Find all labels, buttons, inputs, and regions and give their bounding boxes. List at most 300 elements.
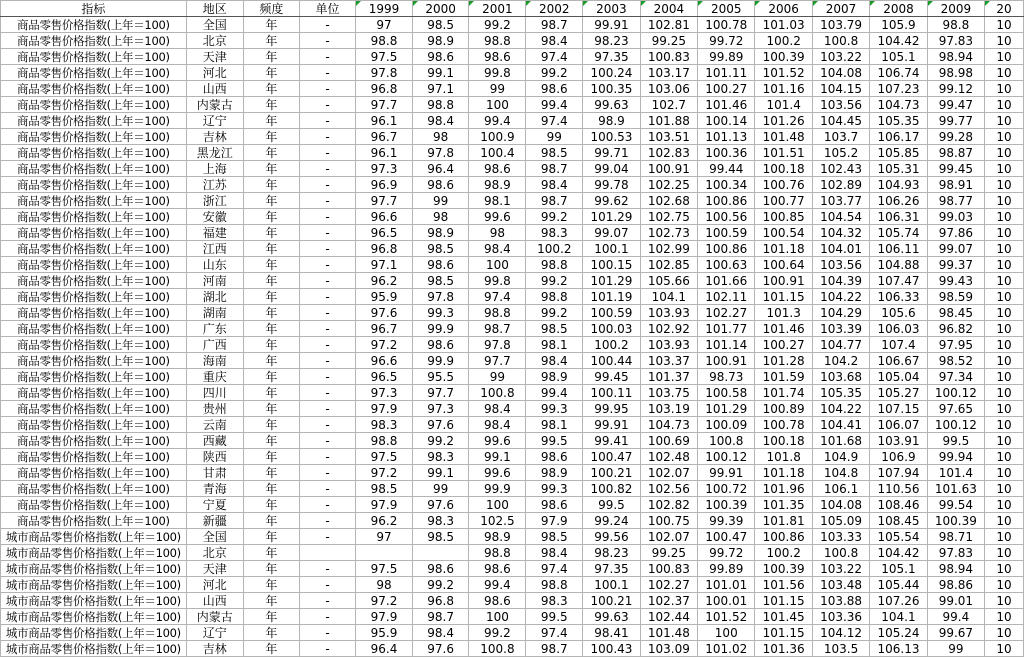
value-cell[interactable]: 107.26	[870, 593, 927, 609]
value-cell[interactable]: 98.3	[356, 417, 413, 433]
value-cell[interactable]: 100.72	[698, 481, 755, 497]
frequency-cell[interactable]: 年	[243, 161, 299, 177]
value-cell[interactable]: 10	[985, 241, 1024, 257]
frequency-cell[interactable]: 年	[243, 625, 299, 641]
value-cell[interactable]: 106.17	[870, 129, 927, 145]
indicator-cell[interactable]: 城市商品零售价格指数(上年＝100)	[1, 561, 187, 577]
value-cell[interactable]: 10	[985, 577, 1024, 593]
value-cell[interactable]: 10	[985, 17, 1024, 33]
indicator-cell[interactable]: 商品零售价格指数(上年＝100)	[1, 225, 187, 241]
value-cell[interactable]: 98.71	[927, 529, 984, 545]
value-cell[interactable]: 98.23	[583, 545, 640, 561]
value-cell[interactable]: 101.37	[640, 369, 697, 385]
region-cell[interactable]: 宁夏	[186, 497, 243, 513]
unit-cell[interactable]: -	[299, 625, 355, 641]
indicator-cell[interactable]: 城市商品零售价格指数(上年＝100)	[1, 641, 187, 657]
value-cell[interactable]: 106.1	[812, 481, 869, 497]
value-cell[interactable]: 99	[526, 129, 583, 145]
value-cell[interactable]: 102.75	[640, 209, 697, 225]
value-cell[interactable]: 99.62	[583, 193, 640, 209]
value-cell[interactable]: 101.51	[755, 145, 812, 161]
value-cell[interactable]: 99.2	[469, 17, 526, 33]
value-cell[interactable]: 100.8	[812, 33, 869, 49]
value-cell[interactable]: 101.63	[927, 481, 984, 497]
value-cell[interactable]: 103.88	[812, 593, 869, 609]
value-cell[interactable]: 100.12	[698, 449, 755, 465]
value-cell[interactable]: 100.8	[698, 433, 755, 449]
frequency-cell[interactable]: 年	[243, 241, 299, 257]
value-cell[interactable]: 99.8	[469, 273, 526, 289]
unit-cell[interactable]: -	[299, 465, 355, 481]
value-cell[interactable]: 97.9	[356, 609, 413, 625]
value-cell[interactable]: 103.48	[812, 577, 869, 593]
value-cell[interactable]: 10	[985, 273, 1024, 289]
value-cell[interactable]: 106.9	[870, 449, 927, 465]
value-cell[interactable]: 101.18	[755, 241, 812, 257]
frequency-cell[interactable]: 年	[243, 545, 299, 561]
value-cell[interactable]: 10	[985, 497, 1024, 513]
value-cell[interactable]: 97	[356, 529, 413, 545]
value-cell[interactable]: 10	[985, 225, 1024, 241]
frequency-cell[interactable]: 年	[243, 401, 299, 417]
value-cell[interactable]: 99.91	[583, 17, 640, 33]
value-cell[interactable]: 101.15	[755, 593, 812, 609]
unit-cell[interactable]: -	[299, 321, 355, 337]
value-cell[interactable]: 104.88	[870, 257, 927, 273]
unit-cell[interactable]: -	[299, 49, 355, 65]
value-cell[interactable]: 103.93	[640, 305, 697, 321]
value-cell[interactable]: 100.35	[583, 81, 640, 97]
value-cell[interactable]: 99.01	[927, 593, 984, 609]
value-cell[interactable]: 107.23	[870, 81, 927, 97]
value-cell[interactable]: 98.87	[927, 145, 984, 161]
region-cell[interactable]: 四川	[186, 385, 243, 401]
value-cell[interactable]: 102.73	[640, 225, 697, 241]
value-cell[interactable]: 99	[927, 641, 984, 657]
value-cell[interactable]: 101.59	[755, 369, 812, 385]
value-cell[interactable]: 96.1	[356, 113, 413, 129]
value-cell[interactable]: 103.17	[640, 65, 697, 81]
value-cell[interactable]: 99	[412, 481, 469, 497]
value-cell[interactable]: 102.83	[640, 145, 697, 161]
value-cell[interactable]: 103.36	[812, 609, 869, 625]
value-cell[interactable]: 98.73	[698, 369, 755, 385]
value-cell[interactable]: 98.3	[412, 513, 469, 529]
indicator-cell[interactable]: 商品零售价格指数(上年＝100)	[1, 97, 187, 113]
value-cell[interactable]: 99.4	[526, 97, 583, 113]
value-cell[interactable]: 10	[985, 193, 1024, 209]
value-cell[interactable]: 104.73	[870, 97, 927, 113]
column-header-year[interactable]: 2007	[812, 1, 869, 17]
frequency-cell[interactable]: 年	[243, 193, 299, 209]
value-cell[interactable]: 97.35	[583, 49, 640, 65]
value-cell[interactable]: 97.4	[526, 561, 583, 577]
value-cell[interactable]: 98.5	[356, 481, 413, 497]
value-cell[interactable]: 97.65	[927, 401, 984, 417]
value-cell[interactable]: 100.36	[698, 145, 755, 161]
value-cell[interactable]: 99.28	[927, 129, 984, 145]
value-cell[interactable]: 98.4	[526, 353, 583, 369]
value-cell[interactable]: 99.71	[583, 145, 640, 161]
value-cell[interactable]: 105.85	[870, 145, 927, 161]
value-cell[interactable]: 103.79	[812, 17, 869, 33]
frequency-cell[interactable]: 年	[243, 273, 299, 289]
value-cell[interactable]: 100.8	[469, 641, 526, 657]
value-cell[interactable]: 98.6	[469, 49, 526, 65]
value-cell[interactable]: 99.4	[469, 577, 526, 593]
value-cell[interactable]: 100.39	[698, 497, 755, 513]
region-cell[interactable]: 全国	[186, 17, 243, 33]
region-cell[interactable]: 上海	[186, 161, 243, 177]
value-cell[interactable]: 105.9	[870, 17, 927, 33]
unit-cell[interactable]: -	[299, 401, 355, 417]
unit-cell[interactable]: -	[299, 449, 355, 465]
value-cell[interactable]: 100.78	[698, 17, 755, 33]
frequency-cell[interactable]: 年	[243, 417, 299, 433]
value-cell[interactable]: 101.29	[698, 401, 755, 417]
value-cell[interactable]: 98.9	[412, 225, 469, 241]
value-cell[interactable]: 100.8	[469, 385, 526, 401]
region-cell[interactable]: 北京	[186, 545, 243, 561]
value-cell[interactable]: 98	[356, 577, 413, 593]
value-cell[interactable]: 100.91	[755, 273, 812, 289]
frequency-cell[interactable]: 年	[243, 49, 299, 65]
unit-cell[interactable]: -	[299, 177, 355, 193]
value-cell[interactable]: 101.26	[755, 113, 812, 129]
value-cell[interactable]: 104.93	[870, 177, 927, 193]
unit-cell[interactable]: -	[299, 289, 355, 305]
value-cell[interactable]: 98.3	[526, 225, 583, 241]
value-cell[interactable]: 99.3	[526, 481, 583, 497]
value-cell[interactable]: 103.91	[870, 433, 927, 449]
value-cell[interactable]: 98.9	[469, 177, 526, 193]
value-cell[interactable]: 98.7	[469, 321, 526, 337]
value-cell[interactable]: 98.9	[469, 529, 526, 545]
value-cell[interactable]: 100.53	[583, 129, 640, 145]
value-cell[interactable]: 98.5	[526, 321, 583, 337]
value-cell[interactable]: 98	[412, 209, 469, 225]
value-cell[interactable]: 101.3	[755, 305, 812, 321]
value-cell[interactable]: 100.1	[583, 577, 640, 593]
unit-cell[interactable]: -	[299, 369, 355, 385]
unit-cell[interactable]: -	[299, 385, 355, 401]
value-cell[interactable]: 100.82	[583, 481, 640, 497]
value-cell[interactable]: 105.09	[812, 513, 869, 529]
value-cell[interactable]: 99.2	[469, 625, 526, 641]
value-cell[interactable]: 97.4	[469, 289, 526, 305]
value-cell[interactable]: 97.83	[927, 545, 984, 561]
value-cell[interactable]: 10	[985, 433, 1024, 449]
value-cell[interactable]: 99.91	[583, 417, 640, 433]
value-cell[interactable]: 100.2	[755, 33, 812, 49]
value-cell[interactable]: 100.11	[583, 385, 640, 401]
region-cell[interactable]: 黑龙江	[186, 145, 243, 161]
value-cell[interactable]: 104.22	[812, 401, 869, 417]
value-cell[interactable]: 104.2	[812, 353, 869, 369]
unit-cell[interactable]: -	[299, 113, 355, 129]
value-cell[interactable]: 96.6	[356, 353, 413, 369]
value-cell[interactable]: 98.4	[469, 417, 526, 433]
region-cell[interactable]: 内蒙古	[186, 609, 243, 625]
region-cell[interactable]: 青海	[186, 481, 243, 497]
value-cell[interactable]: 99.41	[583, 433, 640, 449]
column-header-year[interactable]: 1999	[356, 1, 413, 17]
region-cell[interactable]: 山西	[186, 81, 243, 97]
value-cell[interactable]: 100.76	[755, 177, 812, 193]
value-cell[interactable]: 99.72	[698, 545, 755, 561]
value-cell[interactable]: 98.8	[526, 257, 583, 273]
value-cell[interactable]: 10	[985, 129, 1024, 145]
value-cell[interactable]: 102.43	[812, 161, 869, 177]
frequency-cell[interactable]: 年	[243, 433, 299, 449]
frequency-cell[interactable]: 年	[243, 337, 299, 353]
region-cell[interactable]: 广东	[186, 321, 243, 337]
value-cell[interactable]: 100.58	[698, 385, 755, 401]
value-cell[interactable]: 100.86	[755, 529, 812, 545]
value-cell[interactable]: 10	[985, 369, 1024, 385]
value-cell[interactable]: 104.39	[812, 273, 869, 289]
value-cell[interactable]: 98.23	[583, 33, 640, 49]
region-cell[interactable]: 全国	[186, 529, 243, 545]
value-cell[interactable]: 99.72	[698, 33, 755, 49]
value-cell[interactable]: 100.69	[640, 433, 697, 449]
value-cell[interactable]: 105.31	[870, 161, 927, 177]
value-cell[interactable]: 102.82	[640, 497, 697, 513]
value-cell[interactable]: 98.7	[526, 641, 583, 657]
value-cell[interactable]: 98.8	[526, 577, 583, 593]
value-cell[interactable]: 98.6	[526, 497, 583, 513]
value-cell[interactable]: 98.94	[927, 561, 984, 577]
value-cell[interactable]: 10	[985, 65, 1024, 81]
value-cell[interactable]: 95.5	[412, 369, 469, 385]
unit-cell[interactable]: -	[299, 609, 355, 625]
value-cell[interactable]: 101.02	[698, 641, 755, 657]
value-cell[interactable]: 97.8	[356, 65, 413, 81]
value-cell[interactable]: 99.91	[698, 465, 755, 481]
value-cell[interactable]: 98.1	[526, 337, 583, 353]
value-cell[interactable]: 98.7	[526, 161, 583, 177]
value-cell[interactable]: 97.6	[412, 641, 469, 657]
value-cell[interactable]: 10	[985, 145, 1024, 161]
region-cell[interactable]: 西藏	[186, 433, 243, 449]
frequency-cell[interactable]: 年	[243, 129, 299, 145]
indicator-cell[interactable]: 商品零售价格指数(上年＝100)	[1, 401, 187, 417]
value-cell[interactable]: 100.39	[755, 561, 812, 577]
value-cell[interactable]: 102.81	[640, 17, 697, 33]
region-cell[interactable]: 福建	[186, 225, 243, 241]
value-cell[interactable]: 96.4	[356, 641, 413, 657]
column-header-unit[interactable]: 单位	[299, 1, 355, 17]
unit-cell[interactable]: -	[299, 497, 355, 513]
value-cell[interactable]: 97.8	[469, 337, 526, 353]
value-cell[interactable]: 96.8	[356, 81, 413, 97]
value-cell[interactable]: 98.94	[927, 49, 984, 65]
value-cell[interactable]: 99.07	[927, 241, 984, 257]
value-cell[interactable]: 97.95	[927, 337, 984, 353]
value-cell[interactable]: 106.67	[870, 353, 927, 369]
value-cell[interactable]: 99.25	[640, 33, 697, 49]
value-cell[interactable]: 100.83	[640, 561, 697, 577]
indicator-cell[interactable]: 商品零售价格指数(上年＝100)	[1, 65, 187, 81]
value-cell[interactable]: 104.8	[812, 465, 869, 481]
region-cell[interactable]: 河北	[186, 577, 243, 593]
value-cell[interactable]: 97.6	[412, 417, 469, 433]
value-cell[interactable]: 10	[985, 209, 1024, 225]
value-cell[interactable]: 103.06	[640, 81, 697, 97]
value-cell[interactable]: 100.2	[755, 545, 812, 561]
value-cell[interactable]: 105.35	[870, 113, 927, 129]
column-header-year[interactable]: 2009	[927, 1, 984, 17]
value-cell[interactable]: 101.16	[755, 81, 812, 97]
region-cell[interactable]: 云南	[186, 417, 243, 433]
value-cell[interactable]: 101.81	[755, 513, 812, 529]
value-cell[interactable]: 99.2	[526, 209, 583, 225]
unit-cell[interactable]: -	[299, 145, 355, 161]
value-cell[interactable]: 10	[985, 481, 1024, 497]
indicator-cell[interactable]: 商品零售价格指数(上年＝100)	[1, 513, 187, 529]
indicator-cell[interactable]: 商品零售价格指数(上年＝100)	[1, 305, 187, 321]
frequency-cell[interactable]: 年	[243, 305, 299, 321]
value-cell[interactable]: 104.73	[640, 417, 697, 433]
value-cell[interactable]: 101.68	[812, 433, 869, 449]
value-cell[interactable]: 101.35	[755, 497, 812, 513]
value-cell[interactable]: 99.1	[412, 465, 469, 481]
value-cell[interactable]: 102.37	[640, 593, 697, 609]
value-cell[interactable]	[356, 545, 413, 561]
value-cell[interactable]: 101.13	[698, 129, 755, 145]
value-cell[interactable]: 100	[469, 97, 526, 113]
frequency-cell[interactable]: 年	[243, 81, 299, 97]
unit-cell[interactable]: -	[299, 273, 355, 289]
value-cell[interactable]: 104.41	[812, 417, 869, 433]
value-cell[interactable]: 102.25	[640, 177, 697, 193]
unit-cell[interactable]: -	[299, 481, 355, 497]
value-cell[interactable]: 103.5	[812, 641, 869, 657]
value-cell[interactable]: 98.4	[526, 545, 583, 561]
value-cell[interactable]: 104.42	[870, 33, 927, 49]
value-cell[interactable]: 97	[356, 17, 413, 33]
value-cell[interactable]: 99.4	[526, 385, 583, 401]
value-cell[interactable]: 96.4	[412, 161, 469, 177]
value-cell[interactable]: 10	[985, 529, 1024, 545]
value-cell[interactable]: 100.85	[755, 209, 812, 225]
value-cell[interactable]: 100.12	[927, 417, 984, 433]
value-cell[interactable]: 99.2	[412, 577, 469, 593]
value-cell[interactable]: 101.88	[640, 113, 697, 129]
value-cell[interactable]: 101.15	[755, 289, 812, 305]
value-cell[interactable]: 99.1	[469, 449, 526, 465]
region-cell[interactable]: 甘肃	[186, 465, 243, 481]
value-cell[interactable]: 97.3	[356, 161, 413, 177]
value-cell[interactable]: 10	[985, 625, 1024, 641]
value-cell[interactable]: 98.9	[526, 369, 583, 385]
value-cell[interactable]: 10	[985, 321, 1024, 337]
value-cell[interactable]: 104.08	[812, 497, 869, 513]
value-cell[interactable]: 102.11	[698, 289, 755, 305]
value-cell[interactable]: 98.86	[927, 577, 984, 593]
value-cell[interactable]: 100.8	[812, 545, 869, 561]
value-cell[interactable]: 100.09	[698, 417, 755, 433]
value-cell[interactable]: 10	[985, 289, 1024, 305]
value-cell[interactable]: 103.75	[640, 385, 697, 401]
value-cell[interactable]: 97.4	[526, 49, 583, 65]
value-cell[interactable]: 103.93	[640, 337, 697, 353]
indicator-cell[interactable]: 商品零售价格指数(上年＝100)	[1, 129, 187, 145]
unit-cell[interactable]: -	[299, 225, 355, 241]
value-cell[interactable]: 99.2	[526, 65, 583, 81]
indicator-cell[interactable]: 商品零售价格指数(上年＝100)	[1, 321, 187, 337]
value-cell[interactable]: 105.27	[870, 385, 927, 401]
region-cell[interactable]: 海南	[186, 353, 243, 369]
region-cell[interactable]: 浙江	[186, 193, 243, 209]
value-cell[interactable]: 100.64	[755, 257, 812, 273]
value-cell[interactable]: 99.89	[698, 49, 755, 65]
value-cell[interactable]: 101.46	[698, 97, 755, 113]
unit-cell[interactable]: -	[299, 209, 355, 225]
value-cell[interactable]: 10	[985, 353, 1024, 369]
value-cell[interactable]: 105.24	[870, 625, 927, 641]
region-cell[interactable]: 山东	[186, 257, 243, 273]
value-cell[interactable]: 10	[985, 337, 1024, 353]
value-cell[interactable]: 10	[985, 385, 1024, 401]
unit-cell[interactable]: -	[299, 33, 355, 49]
value-cell[interactable]: 101.29	[583, 209, 640, 225]
column-header-indicator[interactable]: 指标	[1, 1, 187, 17]
value-cell[interactable]: 100	[469, 609, 526, 625]
indicator-cell[interactable]: 商品零售价格指数(上年＝100)	[1, 257, 187, 273]
value-cell[interactable]: 102.85	[640, 257, 697, 273]
value-cell[interactable]: 101.4	[755, 97, 812, 113]
value-cell[interactable]: 98.5	[412, 17, 469, 33]
value-cell[interactable]: 104.01	[812, 241, 869, 257]
value-cell[interactable]: 98.7	[412, 609, 469, 625]
value-cell[interactable]: 100.86	[698, 193, 755, 209]
value-cell[interactable]: 10	[985, 257, 1024, 273]
value-cell[interactable]: 98.8	[469, 33, 526, 49]
indicator-cell[interactable]: 商品零售价格指数(上年＝100)	[1, 369, 187, 385]
value-cell[interactable]: 105.1	[870, 49, 927, 65]
value-cell[interactable]: 10	[985, 161, 1024, 177]
value-cell[interactable]: 97.9	[526, 513, 583, 529]
region-cell[interactable]: 陕西	[186, 449, 243, 465]
value-cell[interactable]: 98.8	[356, 433, 413, 449]
value-cell[interactable]: 107.47	[870, 273, 927, 289]
value-cell[interactable]: 103.22	[812, 561, 869, 577]
value-cell[interactable]: 100.03	[583, 321, 640, 337]
value-cell[interactable]: 98.5	[412, 273, 469, 289]
value-cell[interactable]: 100.63	[698, 257, 755, 273]
value-cell[interactable]: 104.77	[812, 337, 869, 353]
value-cell[interactable]: 100.2	[526, 241, 583, 257]
unit-cell[interactable]: -	[299, 17, 355, 33]
value-cell[interactable]: 110.56	[870, 481, 927, 497]
value-cell[interactable]: 98	[412, 129, 469, 145]
value-cell[interactable]: 100.89	[755, 401, 812, 417]
value-cell[interactable]: 101.74	[755, 385, 812, 401]
indicator-cell[interactable]: 商品零售价格指数(上年＝100)	[1, 417, 187, 433]
value-cell[interactable]: 10	[985, 641, 1024, 657]
value-cell[interactable]: 97.2	[356, 337, 413, 353]
value-cell[interactable]: 97.9	[356, 401, 413, 417]
value-cell[interactable]: 99.5	[927, 433, 984, 449]
value-cell[interactable]: 103.09	[640, 641, 697, 657]
value-cell[interactable]: 105.35	[812, 385, 869, 401]
unit-cell[interactable]: -	[299, 433, 355, 449]
region-cell[interactable]: 北京	[186, 33, 243, 49]
value-cell[interactable]: 106.31	[870, 209, 927, 225]
value-cell[interactable]: 100.83	[640, 49, 697, 65]
value-cell[interactable]: 100.43	[583, 641, 640, 657]
